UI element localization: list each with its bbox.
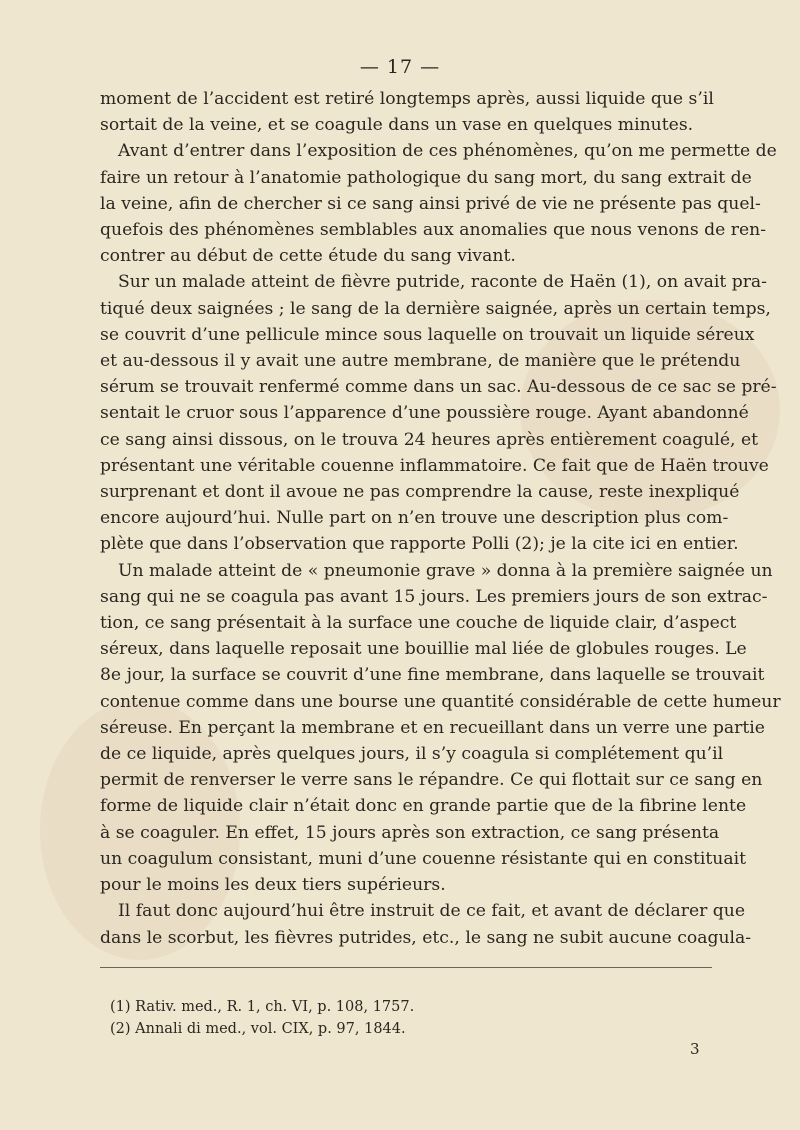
text-line: Un malade atteint de « pneumonie grave » donna à la première saignée un xyxy=(118,560,773,581)
text-line: tion, ce sang présentait à la surface une couche de liquide clair, d’aspect xyxy=(100,613,737,634)
text-line: surprenant et dont il avoue ne pas comprendre la cause, reste inexpliqué xyxy=(100,482,740,503)
text-line: contenue comme dans une bourse une quantité considérable de cette humeur xyxy=(100,691,781,712)
text-line: ce sang ainsi dissous, on le trouva 24 heures après entièrement coagulé, et xyxy=(100,429,759,450)
text-line: séreux, dans laquelle reposait une bouillie mal liée de globules rouges. Le xyxy=(100,639,747,660)
text-line: faire un retour à l’anatomie pathologique du sang mort, du sang extrait de xyxy=(100,167,752,188)
text-line: tiqué deux saignées ; le sang de la dernière saignée, après un certain temps, xyxy=(100,298,771,319)
text-line: encore aujourd’hui. Nulle part on n’en trouve une description plus com- xyxy=(100,508,729,529)
text-line: sortait de la veine, et se coagule dans un vase en quelques minutes. xyxy=(100,115,694,136)
text-line: moment de l’accident est retiré longtemps après, aussi liquide que s’il xyxy=(100,89,714,109)
text-line: sentait le cruor sous l’apparence d’une poussière rouge. Ayant abandonné xyxy=(100,403,749,424)
page-number: — 17 — xyxy=(359,56,441,78)
text-line: et au-dessous il y avait une autre membrane, de manière que le prétendu xyxy=(100,351,741,372)
text-line: de ce liquide, après quelques jours, il s’y coagula si complétement qu’il xyxy=(100,744,724,765)
text-line: se couvrit d’une pellicule mince sous laquelle on trouvait un liquide séreux xyxy=(100,324,755,345)
text-line: 8e jour, la surface se couvrit d’une fine membrane, dans laquelle se trouvait xyxy=(100,665,765,686)
text-line: dans le scorbut, les fièvres putrides, etc., le sang ne subit aucune coagula- xyxy=(100,927,752,948)
text-line: plète que dans l’observation que rapporte Polli (2); je la cite ici en entier. xyxy=(100,534,739,555)
text-line: un coagulum consistant, muni d’une couenne résistante qui en constituait xyxy=(100,848,747,869)
footnote-2: (2) Annali di med., vol. CIX, p. 97, 1844. xyxy=(110,1021,406,1037)
text-line: Il faut donc aujourd’hui être instruit de ce fait, et avant de déclarer que xyxy=(118,901,746,922)
text-line: pour le moins les deux tiers supérieurs. xyxy=(100,875,446,896)
text-line: quefois des phénomènes semblables aux anomalies que nous venons de ren- xyxy=(100,220,766,241)
text-line: sang qui ne se coagula pas avant 15 jours. Les premiers jours de son extrac- xyxy=(100,586,768,607)
footnotes xyxy=(110,996,670,1040)
text-line: sérum se trouvait renfermé comme dans un sac. Au-dessous de ce sac se pré- xyxy=(100,377,777,398)
signature-mark: 3 xyxy=(690,1040,700,1058)
text-line: Sur un malade atteint de fièvre putride, raconte de Haën (1), on avait pra- xyxy=(118,272,767,293)
text-line: présentant une véritable couenne inflammatoire. Ce fait que de Haën trouve xyxy=(100,455,769,476)
text-line: contrer au début de cette étude du sang vivant. xyxy=(100,246,516,267)
footnote-1: (1) Rativ. med., R. 1, ch. VI, p. 108, 1757. xyxy=(110,999,415,1015)
text-line: séreuse. En perçant la membrane et en recueillant dans un verre une partie xyxy=(100,717,765,738)
body-text xyxy=(100,86,781,951)
text-line: Avant d’entrer dans l’exposition de ces phénomènes, qu’on me permette de xyxy=(118,141,777,162)
text-line: permit de renverser le verre sans le répandre. Ce qui flottait sur ce sang en xyxy=(100,770,763,791)
text-line: la veine, afin de chercher si ce sang ainsi privé de vie ne présente pas quel- xyxy=(100,193,761,214)
footnote-divider xyxy=(100,967,712,968)
text-line: à se coaguler. En effet, 15 jours après son extraction, ce sang présenta xyxy=(100,822,720,843)
text-line: forme de liquide clair n’était donc en grande partie que de la fibrine lente xyxy=(100,796,747,817)
